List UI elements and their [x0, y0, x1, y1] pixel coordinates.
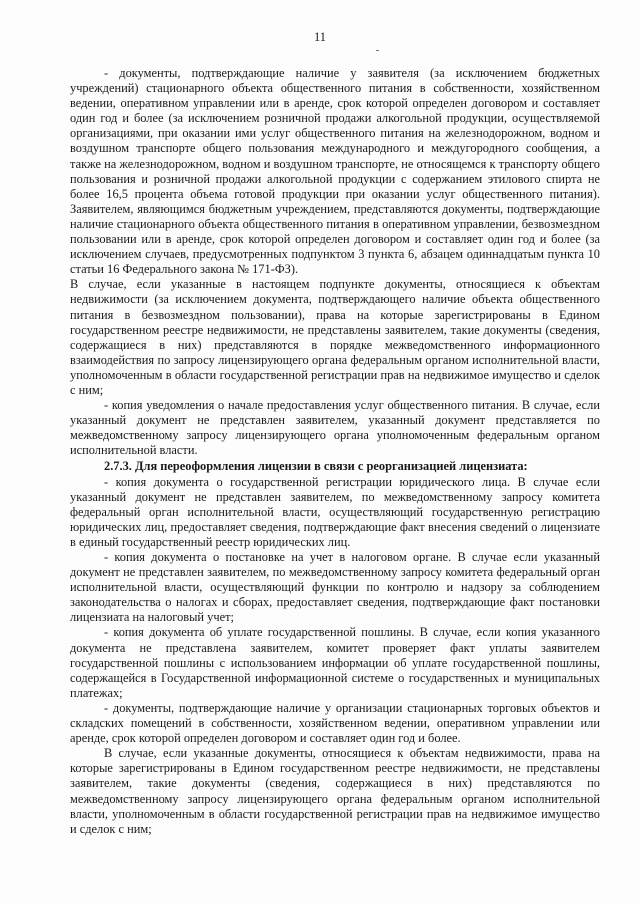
- section-heading-2-7-3: 2.7.3. Для переоформления лицензии в связи с реорганизацией лицензиата:: [104, 459, 528, 474]
- paragraph-real-estate-request: В случае, если указанные документы, относящиеся к объектам недвижимости, права на которые зарегистрированы в Едином государственном реестре недвижимости, не представлены заявителем, такие документы (сведения, содержащиеся в них) представляются по межведомственному запросу лицензирующего органа федеральным органом исполнительной власти, уполномоченным в области государственной регистрации прав на недвижимое имущество и сделок с ним;: [70, 746, 600, 836]
- paragraph-trade-objects: - документы, подтверждающие наличие у организации стационарных торговых объектов и складских помещений в собственности, хозяйственном ведении, оперативном управлении или аренде, срок которой определен договором и составляет один год и более.: [70, 700, 600, 746]
- paragraph-documents-catering-object: - документы, подтверждающие наличие у заявителя (за исключением бюджетных учреждений) стационарного объекта общественного питания в собственности, хозяйственном ведении, оперативном управлении или в аренде, срок которой определен договором и составляет один год и более (за исключением розничной продажи алкогольной продукции, осуществляемой организациями, при оказании ими услуг общественного питания на железнодорожном, водном и воздушном транспорте общего пользования международного и междугородного сообщения, а также на железнодорожном, водном и воздушном транспорте, не относящемся к транспорту общего пользования и розничной продажи алкогольной продукции с содержанием этилового спирта не более 16,5 процента объема готовой продукции при оказании услуг общественного питания). Заявителем, являющимся бюджетным учреждением, представляются документы, подтверждающие наличие стационарного объекта общественного питания в оперативном управлении, безвозмездном пользовании или в аренде, срок которой определен договором и составляет один год и более (за исключением случаев, предусмотренных подпунктом 3 пункта 6, абзацем одиннадцатым пункта 10 статьи 16 Федерального закона № 171-ФЗ).: [70, 66, 600, 277]
- paragraph-legal-entity-registration: - копия документа о государственной регистрации юридического лица. В случае если указанный документ не представлен заявителем, по межведомственному запросу комитета федеральный орган исполнительной власти, осуществляющий государственную регистрацию юридических лиц, предоставляет сведения, подтверждающие факт внесения сведений о лицензиате в единый государственный реестр юридических лиц.: [70, 474, 600, 549]
- page-number: 11: [313, 30, 327, 44]
- scan-speck: [376, 50, 379, 51]
- paragraph-real-estate-interagency: В случае, если указанные в настоящем подпункте документы, относящиеся к объектам недвижимости (за исключением документа, подтверждающего наличие объекта общественного питания в безвозмездном пользовании), права на которые зарегистрированы в Едином государственном реестре недвижимости, не представлены заявителем, такие документы (сведения, содержащиеся в них) представляются в порядке межведомственного информационного взаимодействия по запросу лицензирующего органа федеральным органом исполнительной власти, уполномоченным в области государственной регистрации прав на недвижимое имущество и сделок с ним;: [70, 277, 600, 397]
- paragraph-tax-registration: - копия документа о постановке на учет в налоговом органе. В случае если указанный документ не представлен заявителем, по межведомственному запросу комитета федеральный орган исполнительной власти, осуществляющий функции по контролю и надзору за соблюдением законодательства о налогах и сборах, предоставляет сведения, подтверждающие факт постановки лицензиата на налоговый учет;: [70, 550, 600, 625]
- paragraph-state-duty: - копия документа об уплате государственной пошлины. В случае, если копия указанного документа не представлена заявителем, комитет проверяет факт уплаты заявителем государственной пошлины с использованием информации об уплате государственной пошлины, содержащейся в Государственной информационной системе о государственных и муниципальных платежах;: [70, 625, 600, 700]
- document-body: [70, 66, 600, 837]
- paragraph-catering-notice-copy: - копия уведомления о начале предоставления услуг общественного питания. В случае, если указанный документ не представлен заявителем, указанный документ представляется по межведомственному запросу лицензирующего органа уполномоченным федеральным органом исполнительной власти.: [70, 398, 600, 458]
